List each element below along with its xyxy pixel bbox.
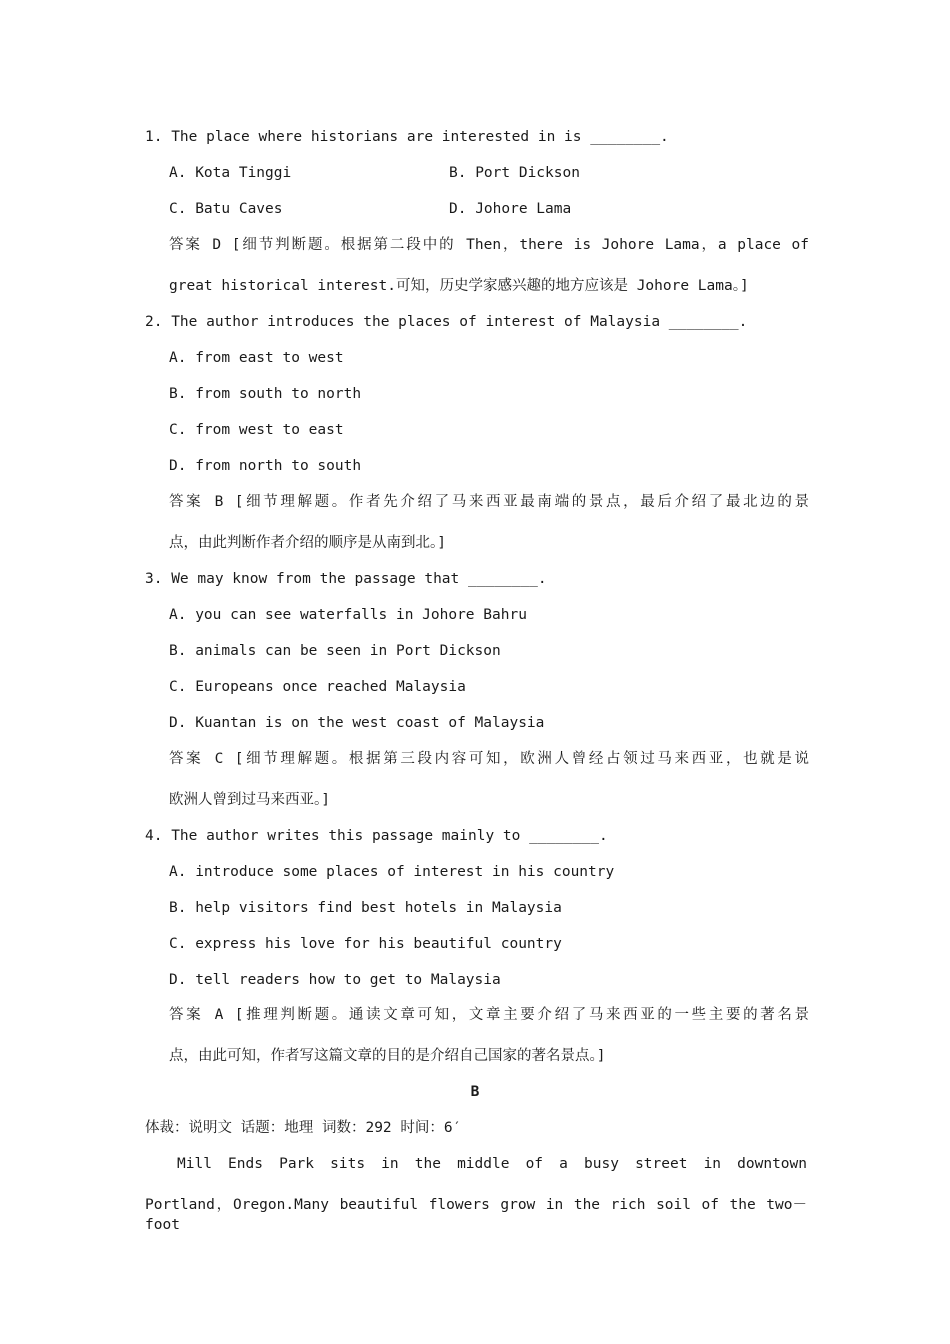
question-2-answer-line-2: 点，由此判断作者介绍的顺序是从南到北。] (169, 535, 446, 551)
question-1-option-a: A. Kota Tinggi (169, 165, 292, 181)
question-4-option-d: D. tell readers how to get to Malaysia (169, 972, 501, 988)
question-1-option-b: B. Port Dickson (449, 165, 580, 181)
question-1-answer-line-1: 答案 D [细节判断题。根据第二段中的 Then，there is Johore Lama，a place of (169, 237, 809, 253)
question-2-option-c: C. from west to east (169, 422, 344, 438)
question-2-stem: 2. The author introduces the places of interest of Malaysia ________. (145, 314, 748, 330)
question-4-answer-line-2: 点，由此可知，作者写这篇文章的目的是介绍自己国家的著名景点。] (169, 1048, 606, 1064)
section-heading: B (470, 1084, 480, 1100)
question-3-answer-line-1: 答案 C [细节理解题。根据第三段内容可知，欧洲人曾经占领过马来西亚，也就是说 (169, 751, 809, 767)
question-1-option-c: C. Batu Caves (169, 201, 283, 217)
question-3-option-c: C. Europeans once reached Malaysia (169, 679, 466, 695)
question-2-answer-line-1: 答案 B [细节理解题。作者先介绍了马来西亚最南端的景点，最后介绍了最北边的景 (169, 494, 809, 510)
question-4-option-b: B. help visitors find best hotels in Malaysia (169, 900, 562, 916)
question-2-option-d: D. from north to south (169, 458, 362, 474)
question-4-option-a: A. introduce some places of interest in his country (169, 864, 615, 880)
section-meta: 体裁：说明文 话题：地理 词数：292 时间：6′ (145, 1120, 462, 1136)
question-3-option-b: B. animals can be seen in Port Dickson (169, 643, 501, 659)
question-3-stem: 3. We may know from the passage that ________. (145, 571, 547, 587)
question-2-option-a: A. from east to west (169, 350, 344, 366)
question-4-answer-line-1: 答案 A [推理判断题。通读文章可知，文章主要介绍了马来西亚的一些主要的著名景 (169, 1007, 809, 1023)
question-1-answer-line-2: great historical interest.可知，历史学家感兴趣的地方应该是 Johore Lama。] (169, 278, 749, 294)
question-1-option-d: D. Johore Lama (449, 201, 572, 217)
passage-line-1: Mill Ends Park sits in the middle of a busy street in downtown (177, 1156, 807, 1172)
question-4-stem: 4. The author writes this passage mainly to ________. (145, 828, 608, 844)
question-1-stem: 1. The place where historians are interested in is ________. (145, 129, 669, 145)
question-3-option-a: A. you can see waterfalls in Johore Bahru (169, 607, 527, 623)
question-3-answer-line-2: 欧洲人曾到过马来西亚。] (169, 792, 330, 808)
passage-line-2: Portland，Oregon.Many beautiful flowers grow in the rich soil of the two－foot (145, 1197, 807, 1233)
question-3-option-d: D. Kuantan is on the west coast of Malaysia (169, 715, 545, 731)
question-2-option-b: B. from south to north (169, 386, 362, 402)
question-4-option-c: C. express his love for his beautiful country (169, 936, 562, 952)
